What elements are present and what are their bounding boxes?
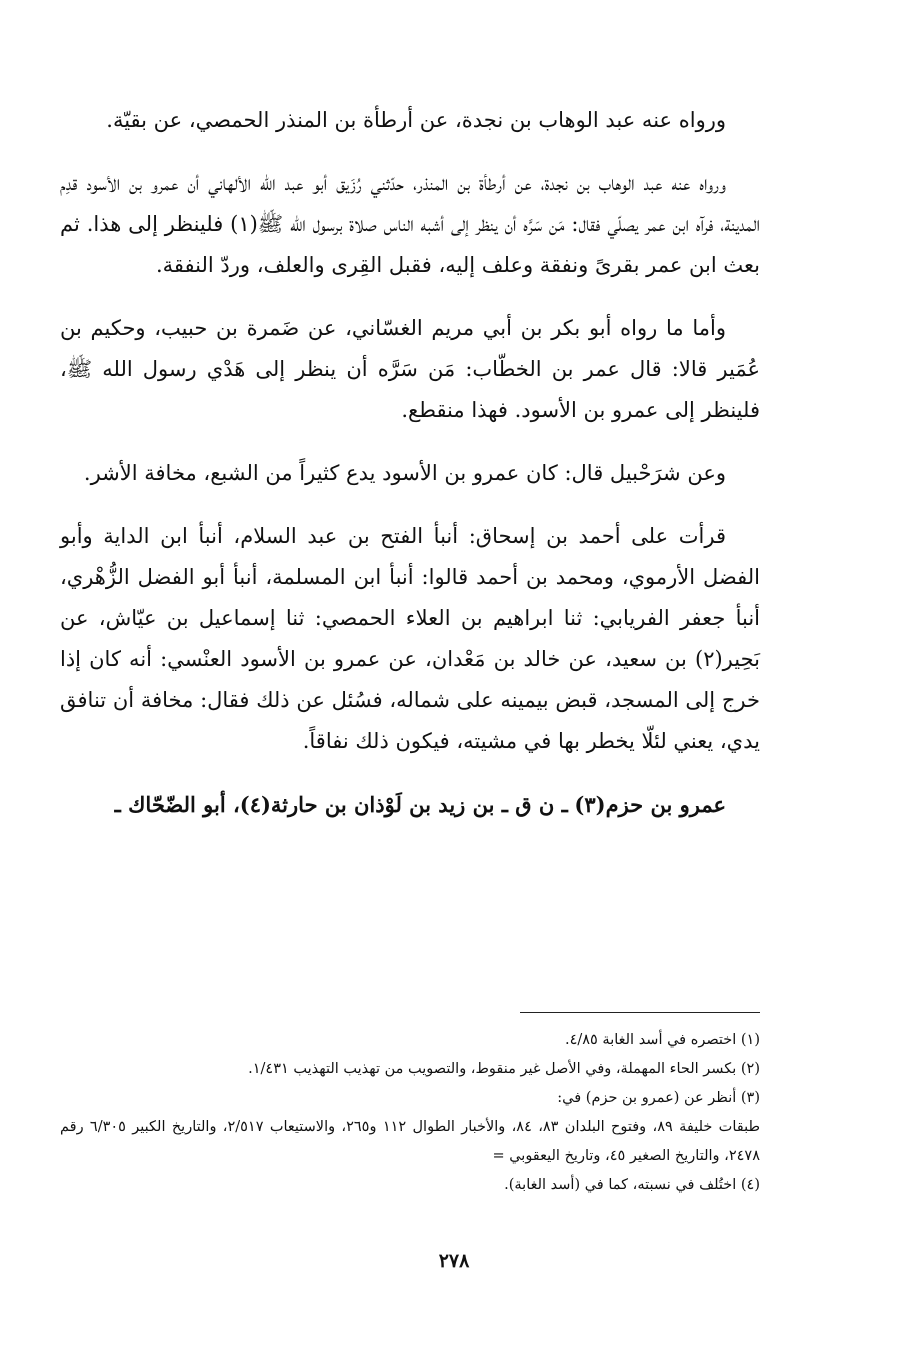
paragraph-2: ورواه عنه عبد الوهاب بن نجدة، عن أرطأة بن المنذر، حدّثني رُزَيق أبو عبد الله الألهاني أن عمرو بن الأسود قدِم المدينة، فرآه ابن عمر يصلّي فقال: مَن سَرَّه أن ينظر إلى أشبه الناس صلاة برسول الله ﷺ(١) فلينظر إلى هذا. ثم بعث ابن عمر بقرىً ونفقة وعلف إليه، فقبل القِرى والعلف، وردّ النفقة. [60, 171, 760, 277]
entry-rest: ـ ن ق ـ بن زيد بن لَوْذان بن حارثة(٤)، أبو الضّحّاك ـ [114, 792, 568, 817]
paragraph-5: قرأت على أحمد بن إسحاق: أنبأ الفتح بن عبد السلام، أنبأ ابن الداية وأبو الفضل الأرموي، ومحمد بن أحمد قالوا: أنبأ ابن المسلمة، أنبأ أبو الفضل الزُّهْري، أنبأ جعفر الفريابي: ثنا ابراهيم بن العلاء الحمصي: ثنا إسماعيل بن عيّاش، عن بَحِير(٢) بن سعيد، عن خالد بن مَعْدان، عن عمرو بن الأسود العنْسي: أنه كان إذا خرج إلى المسجد، قبض بيمينه على شماله، فسُئل عن ذلك فقال: مخافة أن تنافق يدي، يعني لئلّا يخطر بها في مشيته، فيكون ذلك نفاقاً. [60, 524, 760, 753]
main-text [60, 100, 760, 848]
footnote-3: (٣) أنظر عن (عمرو بن حزم) في: [557, 1090, 760, 1106]
footnote-1: (١) اختصره في أسد الغابة ٤/٨٥. [564, 1032, 760, 1048]
paragraph-1: ورواه عنه عبد الوهاب بن نجدة، عن أرطأة بن المنذر الحمصي، عن بقيّة. [106, 108, 726, 132]
footnote-3-sources: طبقات خليفة ٨٩، وفتوح البلدان ٨٣، ٨٤، والأخبار الطوال ١١٢ و٢٦٥، والاستيعاب ٢/٥١٧، والتاريخ الكبير ٦/٣٠٥ رقم ٢٤٧٨، والتاريخ الصغير ٤٥، وتاريخ اليعقوبي = [60, 1119, 760, 1164]
page-number: ٢٧٨ [438, 1250, 470, 1272]
footnote-divider [520, 1012, 760, 1013]
footnote-2: (٢) بكسر الحاء المهملة، وفي الأصل غير منقوط، والتصويب من تهذيب التهذيب ١/٤٣١. [248, 1061, 760, 1077]
entry-heading: عمرو بن حزم(٣) [574, 792, 726, 817]
paragraph-4: وعن شرَحْبيل قال: كان عمرو بن الأسود يدع كثيراً من الشبع، مخافة الأشر. [83, 461, 726, 485]
footnote-4: (٤) اختُلف في نسبته، كما في (أسد الغابة). [504, 1177, 760, 1193]
entry-line [60, 784, 760, 826]
footnotes [60, 1026, 760, 1200]
paragraph-3: وأما ما رواه أبو بكر بن أبي مريم الغسّاني، عن ضَمرة بن حبيب، وحكيم بن عُمَير قالا: قال عمر بن الخطّاب: مَن سَرَّه أن ينظر إلى هَدْي رسول الله ﷺ، فلينظر إلى عمرو بن الأسود. فهذا منقطع. [60, 316, 760, 422]
